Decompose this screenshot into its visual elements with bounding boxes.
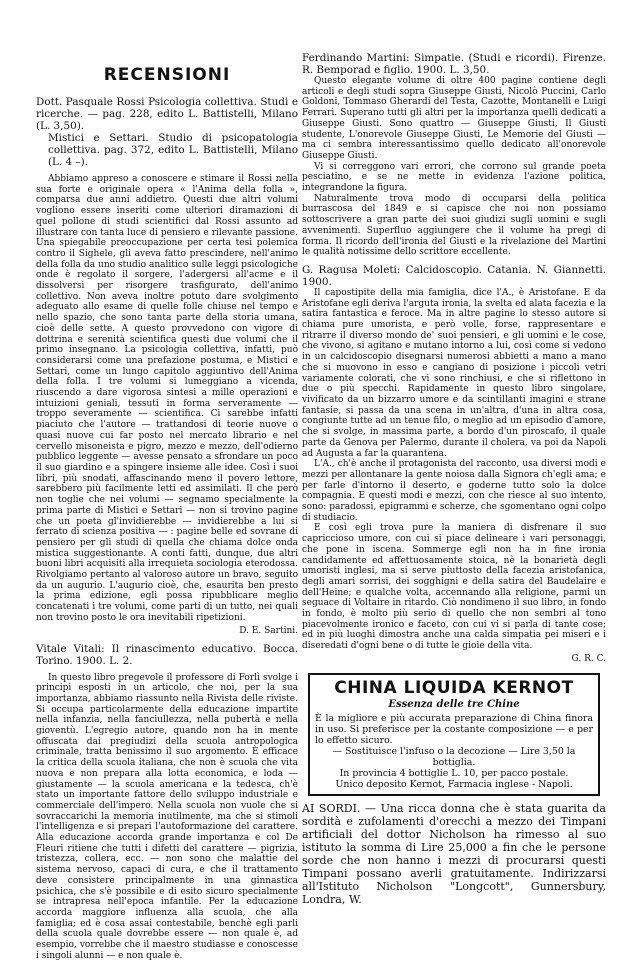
martini-review-body-2: Vi si correggono vari errori, che corrono sul grande poeta pesciatino, e se ne mette in evidenza l'azione politica, integrandone la figura. bbox=[302, 161, 606, 194]
moleti-entry-heading: G. Ragusa Moleti: Calcidoscopio. Catania. N. Giannetti. 1900. bbox=[302, 263, 606, 288]
vitali-entry-heading: Vitale Vitali: Il rinascimento educativo. Bocca. Torino. 1900. L. 2. bbox=[36, 642, 298, 667]
ad-title: CHINA LIQUIDA KERNOT bbox=[334, 677, 574, 698]
ad-province: In provincia 4 bottiglie L. 10, per pacco postale. bbox=[339, 767, 569, 779]
ad-description: È la migliore e più accurata preparazione di China finora in uso. Si preferisce per la costante composizione — e per lo effetto sicuro. bbox=[315, 712, 593, 746]
rossi-title-1: Dott. Pasquale Rossi Psicologia collettiva. Studi e ricerche. — pag. 228, edito L. Battistelli, Milano (L. 3,50). bbox=[36, 96, 298, 132]
rossi-review-signature: D. E. Sartini. bbox=[239, 625, 298, 636]
left-column bbox=[36, 52, 298, 962]
moleti-review-signature: G. R. C. bbox=[571, 653, 606, 664]
ad-depot: Unico deposito Kernot, Farmacia inglese - Napoli. bbox=[335, 778, 573, 790]
ad-subtitle: Essenza delle tre Chine bbox=[388, 698, 520, 710]
ad-price: — Sostituisce l'infuso o la decozione — Lire 3,50 la bottiglia. bbox=[332, 745, 576, 768]
martini-entry-heading: Ferdinando Martini: Simpatie. (Studi e ricordi). Firenze. R. Bemporad e figlio. 1900. L. 3,50. bbox=[302, 52, 606, 76]
china-kernot-advertisement bbox=[308, 673, 600, 796]
martini-review-body: Questo elegante volume di oltre 400 pagine contiene degli articoli e degli studi sopra Giuseppe Giusti, Nicolò Puccini, Carlo Goldoni, Tommaso Gherardi del Testa, Cazotte, Montanelli e Luigi Ferrari. Superano tutti gli altri per la importanza quelli dedicati a Giuseppe Giusti. Sono quattro — Giuseppe Giusti, Il Giusti studente, L'onorevole Giuseppe Giusti, Le Memorie del Giusti — ma ci sembra interessantissimo quello dedicato all'onorevole Giuseppe Giusti. bbox=[302, 76, 606, 161]
deaf-notice-advertisement: AI SORDI. — Una ricca donna che è stata guarita da sordità e zufolamenti d'orecchi a mezzo dei Timpani artificiali del dottor Nicholson ha rimesso al suo istituto la somma di Lire 25,000 a fin che le persone sorde che non hanno i mezzi di procurarsi questi Timpani possano averli gratuitamente. Indirizzarsi all'Istituto Nicholson "Longcott", Gunnersbury, Londra, W. bbox=[302, 801, 606, 906]
martini-review-body-3: Naturalmente trova modo di occuparsi della politica burrascosa del 1849 e si capisce che noi non possiamo sottoscrivere a gran parte dei suoi giudizi sugli uomini e sugli avvenimenti. Superfluo aggiungere che il volume ha pregi di forma. Il ricordo dell'ironia del Giusti e la rivelazione del Martini le qualità notissime dello scrittore eccellente. bbox=[302, 193, 606, 258]
rossi-entry-heading-2: Mistici e Settari. Studio di psicopatologia collettiva. pag. 372, edito L. Battistelli, Milano (L. 4 –). bbox=[48, 132, 298, 168]
vitali-review-body: In questo libro pregevole il professore di Forlì svolge i principi esposti in un articolo, che noi, per la sua importanza, abbiamo riassunto nella Rivista delle riviste. Si occupa particolarmente della educazione impartite nella infanzia, nella fanciullezza, nella pubertà e nella gioventù. L'egregio autore, quando non ha in mente offuscata dai pregiudizi della scuola antropologica criminale, tratta benissimo il suo argomento. È efficace la critica della scuola italiana, che non è scuola che vita nuova e non prepara alla lotta economica, e loda — giustamente — la scuola americana e la tedesca, ch'è stato un importante fattore dello sviluppo industriale e commerciale dell'impero. Nella scuola non vuole che si sovraccarichi la memoria inutilmente, ma che si stimoli l'intelligenza e si prepari l'autoformazione del carattere. Alla educazione accorda grande importanza e col De Fleuri ritiene che tutti i difetti del carattere — pigrizia, tristezza, collera, ecc. — non sono che malattie del sistema nervoso, capaci di cura, e che il trattamento deve consistere principalmente in una ginnastica psichica, che s'è possibile e di esito sicuro specialmente se intrapresa nell'epoca infantile. Per la educazione accorda maggiore influenza alla scuola, che alla famiglia; ed è cosa assai contestabile, benchè egli parli della scuola quale dovrebbe essere — non quale è, ad esempio, vorrebbe che il maestro studiasse e conoscesse i singoli alunni — e non quale è. bbox=[36, 672, 298, 961]
section-heading: RECENSIONI bbox=[103, 65, 231, 85]
rossi-review-body: Abbiamo appreso a conoscere e stimare il Rossi nella sua forte e originale opera « l'Anima della folla », comparsa due anni addietro. Questi due altri volumi vogliono essere inseriti come ulteriori diramazioni di quel pollone di studi scientifici dal Rossi assunto ad illustrare con tanta luce di pensiero e rilevante passione. Una spiegabile preoccupazione per certa tesi polemica contro il Sighele, gli aveva fatto prescindere, nell'animo della folla da uno studio analitico sulle leggi psicologiche onde è regolato il sorgere, l'adergersi all'acme e il dissolversi per risorgere trasfigurato, dell'animo collettivo. Non aveva inoltre potuto dare svolgimento adeguato allo esame di quelle folle chiuse nel tempo e nello spazio, che sono tanta parte della storia umana, cioè delle sette. A questo provvedono con vigore di dottrina e serenità scientifica questi due volumi che il primo insegnano. La psicologia collettiva, infatti, può considerarsi come una prefazione postuma, e Mistici e Settari, come un lungo capitolo aggiuntivo dell'Anima della folla. I tre volumi si lumeggiano a vicenda, riuscendo a dare vigorosa sintesi a mille operazioni e intuizioni geniali, tessuti in forma serveramente — troppo severamente — scientifica. Ci sarebbe infatti piaciuto che l'autore — trattandosi di teorie nuove o quasi nuove cui far posto nel mercato librario e nel cervello misoneista e pigro, mezzo e mezzo, dell'odierno pubblico leggente — avesse pensato a sfrondare un poco il suo giardino e a spingere insieme alle idee. Così i suoi libri, più snodati, affascinando meno il povero lettore, sarebbero più facilmente letti ed assimilati. Il che però non toglie che nei volumi — segnamo specialmente la prima parte di Mistici e Settari — non si trovino pagine che un poeta gl'invidierebbe — invidierebbe a lui si ferrato di scienza positiva — : pagine belle ed sovrane di pensiero per gli studi di quella che chiama dolce onda mistica suggestionante. A conti fatti, dunque, due altri buoni libri acquisiti alla irrequieta sociologia eterodossa. Rivolgiamo pertanto al valoroso autore un bravo, seguito da un augurio. L'augurio cioè, che, esaurita ben presto la prima edizione, egli possa ripubblicare meglio concatenati i tre volumi, come parti di un tutto, nei quali non trovino posto le ora inevitabili ripetizioni. bbox=[36, 174, 298, 623]
moleti-review-body-2: L'A., ch'è anche il protagonista del racconto, usa diversi modi e mezzi per allontanare la gente noiosa dalla Signora ch'egli ama; e per farle d'intorno il deserto, e goderne tutto solo la dolce compagnia. E questi modi e mezzi, con che riesce al suo intento, sono: paradossi, epigrammi e scherze, che sgomentano ogni colpo di studiacio. bbox=[302, 459, 606, 523]
right-column bbox=[302, 52, 606, 906]
moleti-review-body: Il capostipite della mia famiglia, dice l'A., è Aristofane. E da Aristofane egli deriva l'arguta ironia, la svelta ed alata facezia e la satira fantastica e feroce. Ma in altre pagine lo stesso autore si chiama pure umorista, e però volle, forse, rappresentare e ritrarre il diverso mondo de' suoi pensieri, e gli uomini e le cose, che vivono, si agitano e mutano intorno a lui, così come si vedono in un calcidoscopio disegnarsi numerosi abbietti a mano a mano che si muovono in esso e cangiano di posizione i piccoli vetri variamente colorati, che vi sono rinchiusi, e che si riflettono in due o più specchi. Rapidamente in questo libro singolare, vivificato da un bizzarro umore e da scintillanti imagini e strane fantasie, si passa da una scena in un'altra, d'una in altra cosa, congiunte tutte ad un tenue filo, o meglio ad un episodio d'amore, che si svolge, in massima parte, a bordo d'un piroscafo, il quale parte da Genova per Palermo, durante il cholera, va poi da Napoli ad Augusta a far la quarantena. bbox=[302, 287, 606, 459]
rossi-entry-heading bbox=[36, 96, 298, 132]
moleti-review-body-3: E così egli trova pure la maniera di disfrenare il suo capriccioso umore, con cui si piace delineare i vari personaggi, che pone in iscena. Sommerge egli non ha in fine ironia candidamente ed affettuosamente stoica, nè la bonarietà degli umoristi inglesi, ma si serve piuttosto della facezia aristofanica, degli amari sorrisi, dei sogghigni e della satira del Baudelaire e dell'Heine; e qualche volta, accennando alla religione, parmi un seguace di Voltaire in ritardo. Ciò nondimeno il suo libro, in fondo in fondo, è molto più serio di quello che non sembri al tono piacevolmente ironico e faceto, con cui vi si parla di tante cose; ed in più luoghi dimostra anche una calda simpatia pei miseri e i diseredati d'ogni bene o di tutte le gioie della vita. bbox=[302, 523, 606, 652]
